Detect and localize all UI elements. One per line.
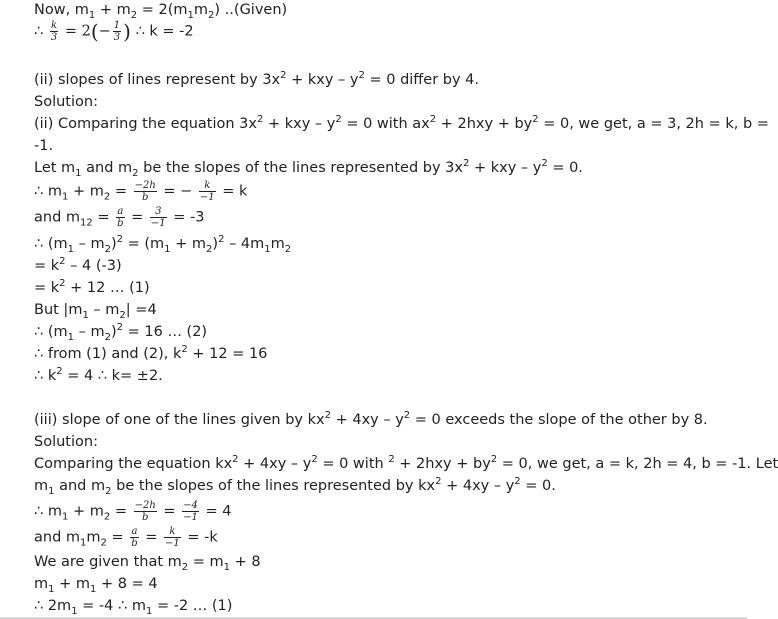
line-sum-slopes-ii: ∴ $m_1 + m_2$ = $\frac{-2h}{b}$ = − $\frac{k}{-1}$ = k <box>34 180 248 203</box>
line-sum-equation: $m_1 + m_1 + 8 = 4$ <box>34 576 158 595</box>
line-let-slopes-ii: Let $m_1$ and $m_2$ be the slopes of the lines represented by $3x^2$ + kxy – $y^2 = 0$. <box>34 158 583 179</box>
line-k-result: ∴ $\frac{k}{3}$ = 2(− $\frac{1}{3}$ ) ∴ k = -2 <box>34 19 194 44</box>
line-b-value: -1. <box>34 138 54 154</box>
fraction-minus-2h-over-b-iii: $\frac{-2h}{b}$ <box>134 500 156 523</box>
line-given-m2: We are given that $m_2 = m_1 + 8$ <box>34 554 261 573</box>
fraction-a-over-b-iii: $\frac{a}{b}$ <box>131 526 138 549</box>
part-iii-heading: (iii) slope of one of the lines given by $kx^2 + 4xy - y^2 = 0$ exceeds the slope of the other by 8. <box>34 410 708 428</box>
line-compare-ii: (ii) Comparing the equation $3x^2$ + kxy – $y^2 = 0$ with $ax^2 + 2hxy + by^2 = 0$, we get, a = 3, 2h = k, b = <box>34 114 769 132</box>
line-sum-slopes-iii: ∴ $m_1 + m_2$ = $\frac{-2h}{b}$ = $\frac{-4}{-1}$ = 4 <box>34 500 232 523</box>
fraction-minus-4-over-minus-1: $\frac{-4}{-1}$ <box>183 500 198 523</box>
solution-label-ii: Solution: <box>34 94 98 110</box>
line-product-slopes-ii: and $m_{12}$ = $\frac{a}{b}$ = $\frac{3}{-1}$ = -3 <box>34 206 205 229</box>
fraction-a-over-b: $\frac{a}{b}$ <box>117 206 124 229</box>
line-equation-2: ∴ $(m_1 - m_2)^2 = 16$ … (2) <box>34 322 208 343</box>
line-m1-result: ∴ $2m_1 = -4$ ∴ $m_1 = -2$ … (1) <box>34 598 233 617</box>
line-abs-diff: But $|m_1 - m_2| =4$ <box>34 302 157 321</box>
line-given-sum: Now, $m_1 + m_2 = 2(m_1m_2)$ ..(Given) <box>34 2 288 21</box>
line-product-slopes-iii: and $m_1m_2$ = $\frac{a}{b}$ = $\frac{k}{-1}$ = -k <box>34 526 218 549</box>
fraction-3-over-minus-1: $\frac{3}{-1}$ <box>150 206 166 229</box>
fraction-minus-2h-over-b: $\frac{-2h}{b}$ <box>134 180 156 203</box>
fraction-k-over-3: $\frac{k}{3}$ <box>50 20 58 43</box>
line-let-slopes-iii: $m_1$ and $m_2$ be the slopes of the lines represented by $kx^2 + 4xy - y^2 = 0$. <box>34 476 556 497</box>
line-k-result-ii: ∴ $k^2 = 4$ ∴ k= ±2. <box>34 366 163 384</box>
part-ii-heading: (ii) slopes of lines represent by $3x^2$ + kxy – $y^2 = 0$ differ by 4. <box>34 70 480 88</box>
line-compare-iii: Comparing the equation $kx^2 + 4xy - y^2 = 0$ with $^2 + 2hxy + by^2 = 0$, we get, a = k, 2h = 4, b = -1. Let <box>34 454 778 472</box>
fraction-one-third: $\frac{1}{3}$ <box>113 20 121 43</box>
fraction-k-over-minus-1-iii: $\frac{k}{-1}$ <box>165 526 180 549</box>
fraction-k-over-minus-1: $\frac{k}{-1}$ <box>199 180 215 203</box>
line-k-squared-minus: = $k^2 - 4$ (-3) <box>34 256 122 274</box>
line-equation-1: = $k^2 + 12$ … (1) <box>34 278 150 296</box>
line-from-1-and-2: ∴ from (1) and (2), $k^2 + 12 = 16$ <box>34 344 268 362</box>
line-difference-squared: ∴ $(m_1 - m_2)^2 = (m_1 + m_2)^2 - 4m_1m_2$ <box>34 234 292 255</box>
solution-label-iii: Solution: <box>34 434 98 450</box>
